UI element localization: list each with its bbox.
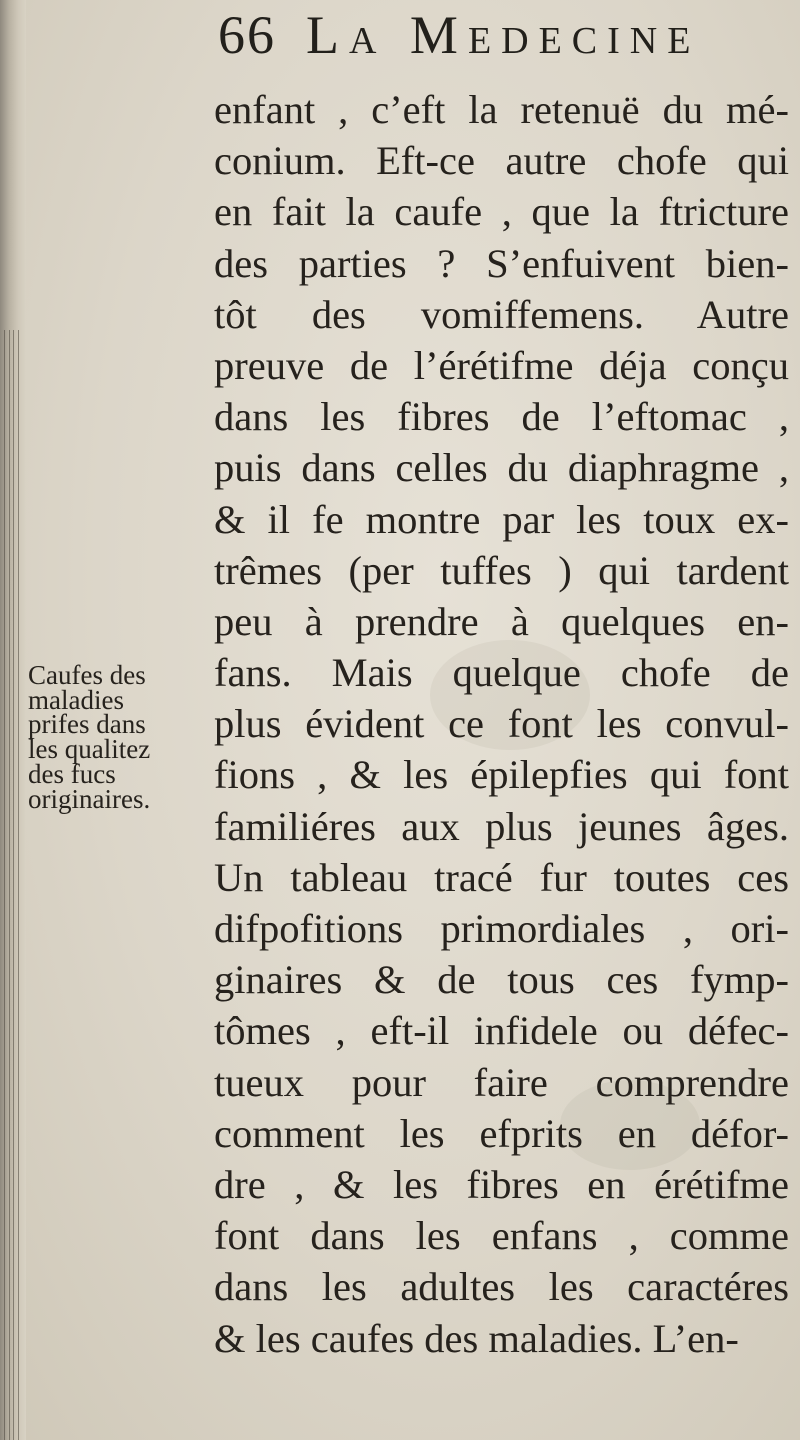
text-line: peu à prendre à quelques en-: [214, 598, 789, 644]
text-line: & il fe montre par les toux ex-: [214, 496, 789, 542]
text-line: dans les fibres de l’eftomac ,: [214, 394, 789, 440]
text-line: tueux pour faire comprendre: [214, 1059, 789, 1105]
running-head: La Medecine: [306, 5, 701, 65]
margin-note-line: des fucs: [28, 758, 116, 789]
binding-line: [4, 330, 5, 1440]
text-line: fions , & les épilepfies qui font: [214, 752, 789, 798]
text-line: font dans les enfans , comme: [214, 1213, 789, 1259]
page-header: [218, 4, 700, 78]
text-line: familiéres aux plus jeunes âges.: [214, 803, 789, 849]
text-line: dre , & les fibres en érétifme: [214, 1161, 789, 1207]
body-text: [214, 84, 789, 1364]
text-line: dans les adultes les caractéres: [214, 1264, 789, 1310]
margin-note-line: les qualitez: [28, 734, 151, 765]
text-line: puis dans celles du diaphragme ,: [214, 445, 789, 491]
text-line: trêmes (per tuffes ) qui tardent: [214, 547, 789, 593]
margin-note: [28, 660, 218, 814]
text-line: comment les efprits en défor-: [214, 1110, 789, 1156]
text-line: ginaires & de tous ces fymp-: [214, 957, 789, 1003]
text-line: des parties ? S’enfuivent bien-: [214, 240, 789, 286]
text-line: conium. Eft-ce autre chofe qui: [214, 138, 789, 184]
binding-gutter: [0, 0, 26, 1440]
text-line: fans. Mais quelque chofe de: [214, 650, 789, 696]
binding-line: [18, 330, 19, 1440]
text-line: plus évident ce font les convul-: [214, 701, 789, 747]
page-number: 66: [218, 5, 276, 65]
margin-note-line: Caufes des: [28, 660, 146, 690]
text-line: Un tableau tracé fur toutes ces: [214, 854, 789, 900]
margin-note-line: originaires.: [28, 783, 151, 814]
text-line: en fait la caufe , que la ftricture: [214, 189, 789, 235]
text-line: preuve de l’érétifme déja conçu: [214, 342, 789, 388]
binding-line: [13, 330, 14, 1440]
margin-note-line: maladies: [28, 684, 124, 715]
text-line: enfant , c’eft la retenuë du mé-: [214, 87, 789, 132]
margin-note-line: prifes dans: [28, 709, 146, 740]
text-line: tôt des vomiffemens. Autre: [214, 291, 789, 337]
text-line: tômes , eft-il infidele ou défec-: [214, 1008, 789, 1054]
text-line: difpofitions primordiales , ori-: [214, 906, 789, 951]
text-line: & les caufes des maladies. L’en-: [214, 1315, 739, 1361]
binding-line: [9, 330, 10, 1440]
